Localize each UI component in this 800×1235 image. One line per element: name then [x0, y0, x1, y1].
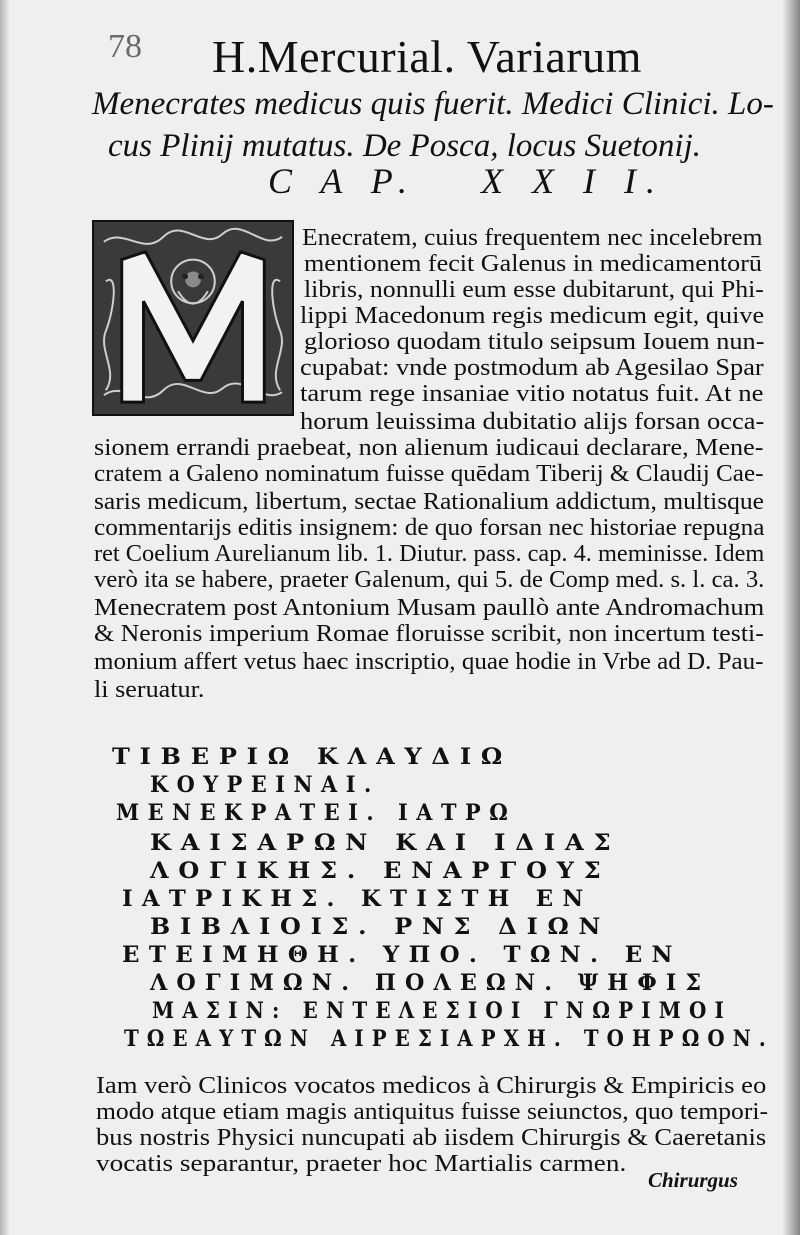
chapter-heading [268, 160, 665, 202]
text-line: cupabat: vnde postmodum ab Agesilao Spar [300, 354, 764, 381]
text-line: bus nostris Physici nuncupati ab iisdem Chirurgis & Caeretanis [96, 1124, 767, 1151]
inscription-line: ΚΟΥΡΕΙΝΑΙ. [150, 772, 380, 798]
inscription-line: ΤΩΕΑΥΤΩΝ ΑΙΡΕΣΙΑΡΧΗ. ΤΟΗΡΩΟΝ. [124, 1026, 774, 1052]
text-line: mentionem fecit Galenus in medicamentorū [304, 250, 762, 277]
text-line: cratem a Galeno nominatum fuisse quēdam Tiberij & Claudij Cae- [94, 460, 764, 487]
page-edge-shadow [782, 0, 800, 1235]
ornamental-initial-icon [92, 220, 294, 416]
inscription-line: ΜΕΝΕΚΡΑΤΕΙ. ΙΑΤΡΩ [116, 800, 517, 826]
inscription-line: ΚΑΙΣΑΡΩΝ ΚΑΙ ΙΔΙΑΣ [150, 830, 621, 856]
catchword: Chirurgus [648, 1168, 738, 1192]
inscription-line: ΜΑΣΙΝ: ΕΝΤΕΛΕΣΙΟΙ ΓΝΩΡΙΜΟΙ [152, 998, 732, 1024]
inscription-line: ΒΙΒΛΙΟΙΣ. ΡΝΣ ΔΙΩΝ [150, 914, 611, 940]
page-number: 78 [108, 28, 142, 65]
inscription-line: ΛΟΓΙΜΩΝ. ΠΟΛΕΩΝ. ΨΗΦΙΣ [150, 970, 711, 996]
text-line: glorioso quodam titulo seipsum Iouem nun- [304, 328, 765, 355]
chapter-label: C A P. [268, 161, 418, 201]
text-line: tarum rege insaniae vitio notatus fuit. At ne [300, 380, 764, 407]
text-line: lippi Macedonum regis medicum egit, quive [300, 302, 765, 329]
text-line: sionem errandi praebeat, non alienum iudicaui declarare, Mene- [94, 434, 764, 461]
text-line: verò ita se habere, praeter Galenum, qui 5. de Comp med. s. l. ca. 3. [94, 566, 765, 593]
chapter-number: X X I I. [481, 161, 666, 201]
text-line: Menecratem post Antonium Musam paullò ante Andromachum [94, 594, 765, 621]
text-line: horum leuissima dubitatio alijs forsan occa- [300, 408, 765, 435]
text-line: libris, nonnulli eum esse dubitarunt, qui Phi- [304, 276, 764, 303]
inscription-line: ΛΟΓΙΚΗΣ. ΕΝΑΡΓΟΥΣ [150, 858, 611, 884]
chapter-summary-line-1: Menecrates medicus quis fuerit. Medici Clinici. Lo- [92, 86, 774, 122]
text-line: vocatis separantur, praeter hoc Martialis carmen. [96, 1150, 627, 1177]
text-line: ret Coelium Aurelianum lib. 1. Diutur. pass. cap. 4. meminisse. Idem [94, 540, 765, 567]
text-line: li seruatur. [94, 676, 205, 703]
text-line: Enecratem, cuius frequentem nec incelebrem [302, 224, 763, 251]
gutter-shadow [0, 0, 10, 1235]
text-line: Iam verò Clinicos vocatos medicos à Chirurgis & Empiricis eo [96, 1072, 767, 1099]
text-line: saris medicum, libertum, sectae Rationalium addictum, multisque [94, 488, 764, 515]
text-line: commentarijs editis insignem: de quo forsan nec historiae repugna [94, 514, 765, 541]
running-head: H.Mercurial. Variarum [212, 31, 642, 82]
text-line: modo atque etiam magis antiquitus fuisse seiunctos, quo tempori- [96, 1098, 769, 1125]
inscription-line: ΤΙΒΕΡΙΩ ΚΛΑΥΔΙΩ [112, 744, 513, 770]
text-line: & Neronis imperium Romae floruisse scribit, non incertum testi- [94, 620, 764, 647]
inscription-line: ΙΑΤΡΙΚΗΣ. ΚΤΙΣΤΗ ΕΝ [122, 886, 593, 912]
inscription-line: ΕΤΕΙΜΗΘΗ. ΥΠΟ. ΤΩΝ. ΕΝ [122, 942, 682, 968]
text-line: monium affert vetus haec inscriptio, quae hodie in Vrbe ad D. Pau- [94, 648, 764, 675]
chapter-summary-line-2: cus Plinij mutatus. De Posca, locus Suetonij. [108, 128, 702, 164]
